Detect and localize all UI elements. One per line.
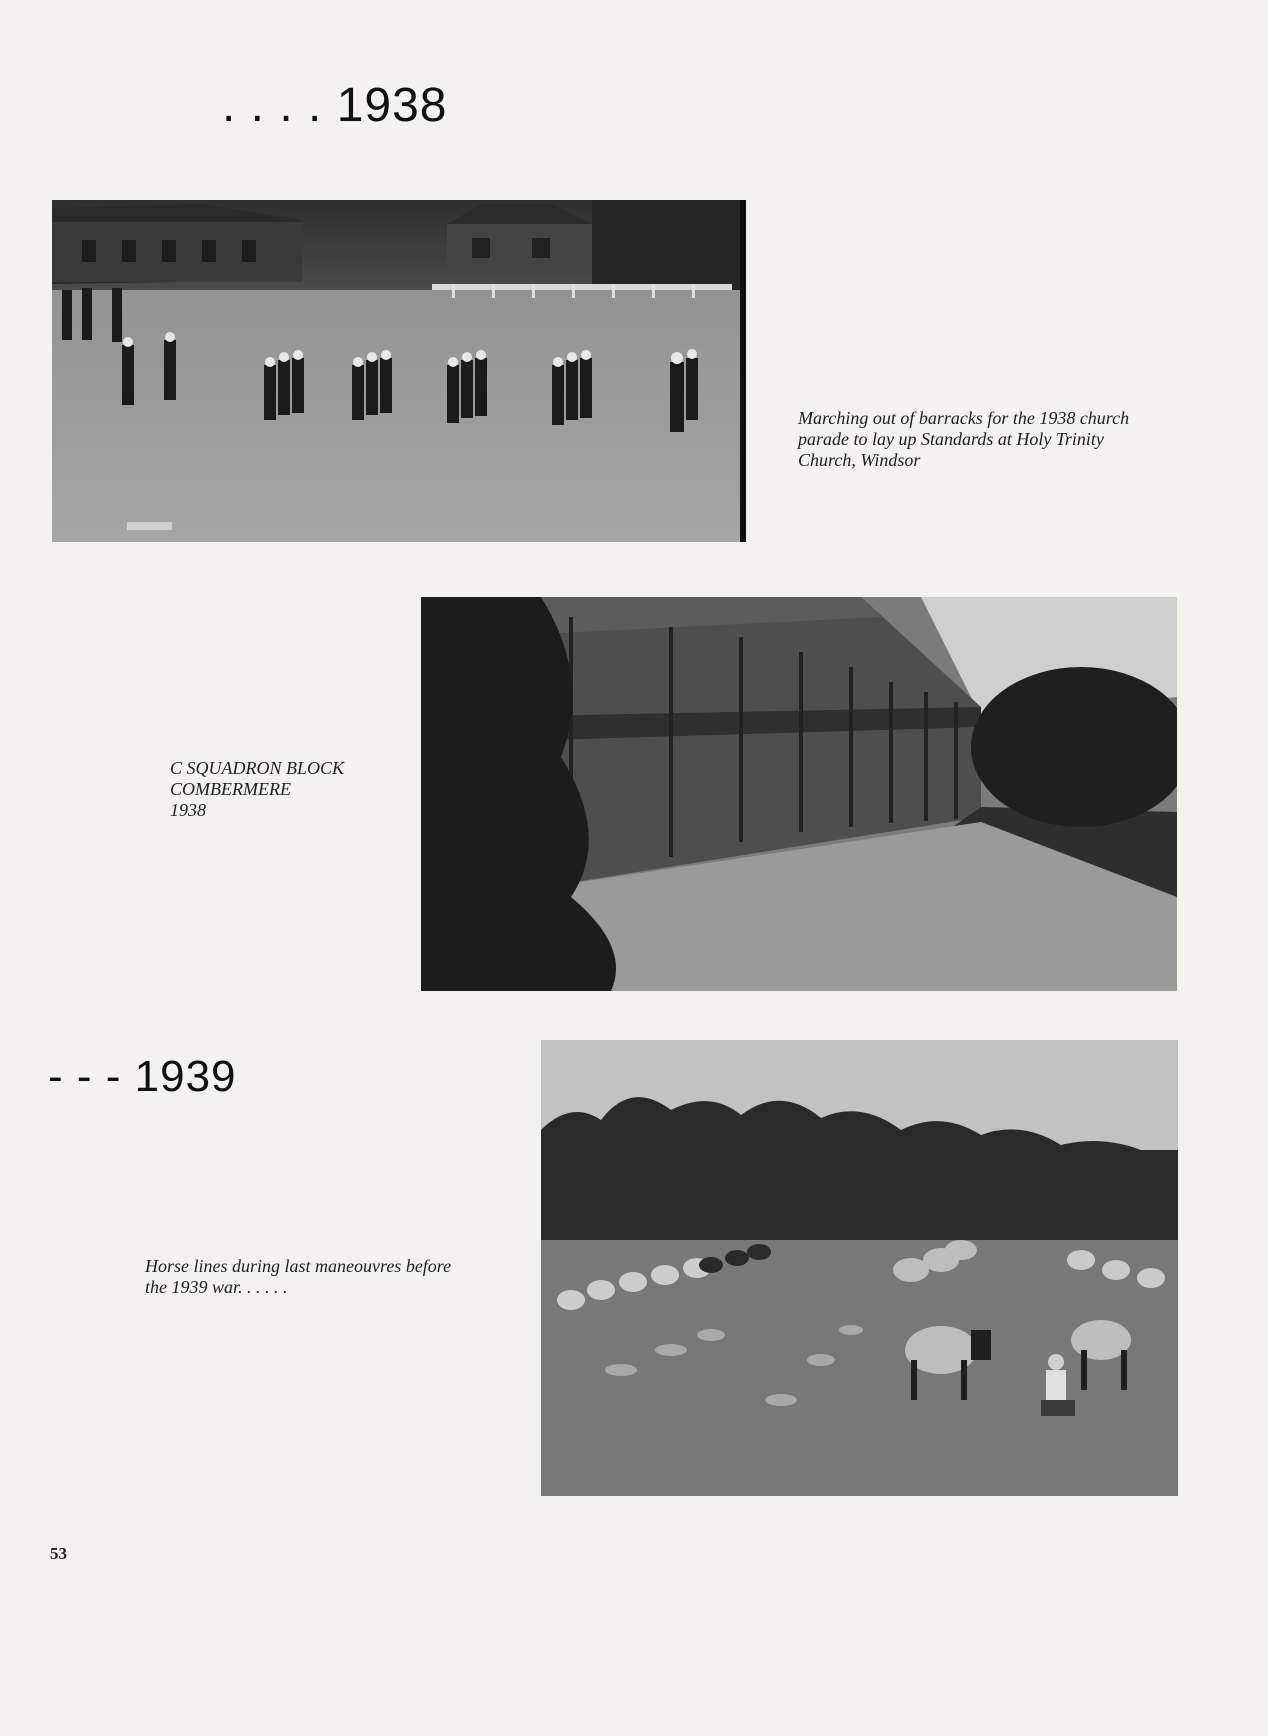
parade-photo bbox=[52, 200, 746, 542]
page-number: 53 bbox=[50, 1544, 67, 1563]
squadron-block-caption: C SQUADRON BLOCK COMBERMERE 1938 bbox=[170, 758, 345, 820]
parade-caption: Marching out of barracks for the 1938 church parade to lay up Standards at Holy Trinity Church, Windsor bbox=[798, 408, 1130, 470]
heading-1938: . . . . 1938 bbox=[222, 79, 448, 132]
horse-lines-photo bbox=[541, 1040, 1178, 1496]
squadron-block-photo bbox=[421, 597, 1177, 991]
heading-1939: - - - 1939 bbox=[48, 1052, 237, 1101]
horse-lines-caption: Horse lines during last maneouvres before the 1939 war. . . . . . bbox=[145, 1256, 452, 1297]
